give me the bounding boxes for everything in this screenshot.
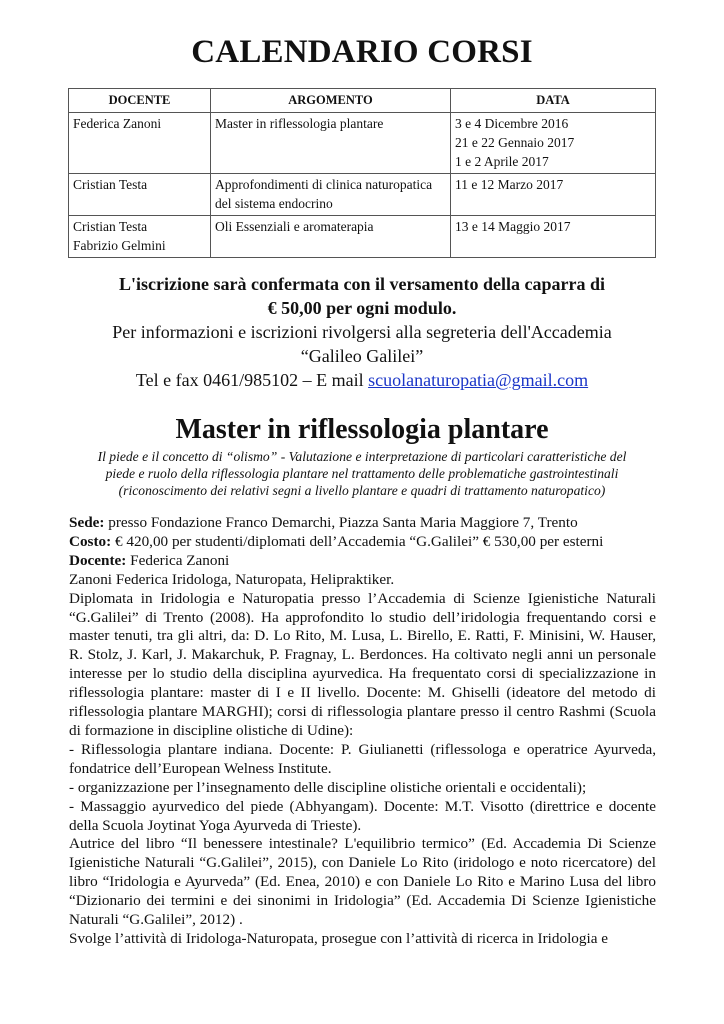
cell-line: Federica Zanoni [73, 116, 162, 131]
cell-argomento [211, 216, 451, 258]
docente-label: Docente: [69, 551, 127, 569]
master-subtitle [66, 448, 658, 499]
academy-name: “Galileo Galilei” [300, 346, 424, 366]
info-line: Per informazioni e iscrizioni rivolgersi alla segreteria dell'Accademia [112, 322, 612, 342]
bio-paragraph: Svolge l’attività di Iridologa-Naturopata, prosegue con l’attività di ricerca in Iridologia e [69, 929, 608, 947]
cell-line: 11 e 12 Marzo 2017 [455, 177, 564, 192]
cell-line: Oli Essenziali e aromaterapia [215, 219, 374, 234]
costo-value: € 420,00 per studenti/diplomati dell’Accademia “G.Galilei” € 530,00 per esterni [111, 532, 604, 550]
cell-docente [69, 113, 211, 174]
cell-docente [69, 216, 211, 258]
bio-paragraph: - Massaggio ayurvedico del piede (Abhyangam). Docente: M.T. Visotto (direttrice e docente della Scuola Joytinat Yoga Ayurveda di Trieste). [69, 797, 656, 834]
header-argomento: ARGOMENTO [211, 89, 451, 113]
deposit-line: L'iscrizione sarà confermata con il versamento della caparra di [119, 274, 605, 294]
cell-data [451, 174, 656, 216]
costo-label: Costo: [69, 532, 112, 550]
cell-line: 13 e 14 Maggio 2017 [455, 219, 571, 234]
cell-line: Approfondimenti di clinica naturopatica [215, 177, 433, 192]
enrollment-notice [40, 272, 684, 392]
page-title: CALENDARIO CORSI [191, 34, 533, 70]
bio-paragraph: Zanoni Federica Iridologa, Naturopata, Helipraktiker. [69, 570, 395, 588]
cell-line: Fabrizio Gelmini [73, 238, 166, 253]
cell-line: Master in riflessologia plantare [215, 116, 384, 131]
docente-line [69, 552, 656, 571]
cell-line: del sistema endocrino [215, 196, 333, 211]
table-row [69, 174, 656, 216]
table-row [69, 216, 656, 258]
header-data: DATA [451, 89, 656, 113]
master-title: Master in riflessologia plantare [175, 414, 549, 445]
subtitle-line: Il piede e il concetto di “olismo” - Valutazione e interpretazione di particolari caratteristiche del [97, 449, 627, 464]
cell-line: 3 e 4 Dicembre 2016 [455, 116, 569, 131]
cell-argomento [211, 113, 451, 174]
cell-line: 21 e 22 Gennaio 2017 [455, 135, 575, 150]
header-docente: DOCENTE [69, 89, 211, 113]
cell-data [451, 216, 656, 258]
email-link[interactable]: scuolanaturopatia@gmail.com [368, 370, 589, 390]
deposit-amount-line: € 50,00 per ogni modulo. [267, 298, 457, 318]
bio-paragraph: - organizzazione per l’insegnamento delle discipline olistiche orientali e occidentali); [69, 778, 587, 796]
cell-argomento [211, 174, 451, 216]
sede-line [69, 514, 656, 533]
contact-line [40, 368, 684, 392]
cell-line: Cristian Testa [73, 219, 148, 234]
courses-table [68, 88, 656, 258]
table-row [69, 113, 656, 174]
docente-value: Federica Zanoni [126, 551, 230, 569]
bio-paragraph: Autrice del libro “Il benessere intestinale? L'equilibrio termico” (Ed. Accademia Di Scienze Igienistiche Naturali “G.Galilei”, 2015), con Daniele Lo Rito (iridologo e noto ricercatore) del libro “Iridologia e Ayurveda” (Ed. Enea, 2010) e con Daniele Lo Rito e Marino Lusa del libro “Dizionario dei termini e dei sinonimi in Iridologia” (Ed. Accademia Di Scienze Igienistiche Naturali “G.Galilei”, 2012) . [69, 835, 656, 929]
cell-line: 1 e 2 Aprile 2017 [455, 154, 549, 169]
costo-line [69, 533, 656, 552]
subtitle-line: piede e ruolo della riflessologia plantare nel trattamento delle problematiche gastrointestinali [105, 466, 619, 481]
master-details [69, 514, 656, 949]
table-header-row [69, 89, 656, 113]
contact-phone: Tel e fax 0461/985102 – E mail [135, 370, 369, 390]
cell-docente [69, 174, 211, 216]
subtitle-line: (riconoscimento dei relativi segni a livello plantare e quadri di trattamento naturopatico) [118, 483, 606, 498]
bio-paragraph: Diplomata in Iridologia e Naturopatia presso l’Accademia di Scienze Igienistiche Naturali “G.Galilei” di Trento (2008). Ha approfondito lo studio dell’iridologia frequentando corsi e master tenuti, tra gli altri, da: D. Lo Rito, M. Lusa, L. Birello, E. Ratti, F. Minisini, W. Hauser, R. Stolz, J. Karl, J. Makarchuk, P. Fragnay, L. Berdonces. Ha coltivato negli anni un personale interesse per lo studio della disciplina ayurvedica. Ha frequentato corsi di specializzazione in riflessologia plantare: master di I e II livello. Docente: M. Ghiselli (ideatore del metodo di riflessologia plantare MARGHI); corsi di riflessologia plantare presso il centro Rashmi (Scuola di formazione in discipline olistiche di Udine): [69, 589, 656, 739]
cell-line: Cristian Testa [73, 177, 148, 192]
sede-value: presso Fondazione Franco Demarchi, Piazza Santa Maria Maggiore 7, Trento [104, 514, 578, 531]
sede-label: Sede: [69, 514, 105, 531]
bio-paragraph: - Riflessologia plantare indiana. Docente: P. Giulianetti (riflessologa e operatrice Ayurveda, fondatrice dell’European Welness Institute. [69, 740, 656, 777]
cell-data [451, 113, 656, 174]
